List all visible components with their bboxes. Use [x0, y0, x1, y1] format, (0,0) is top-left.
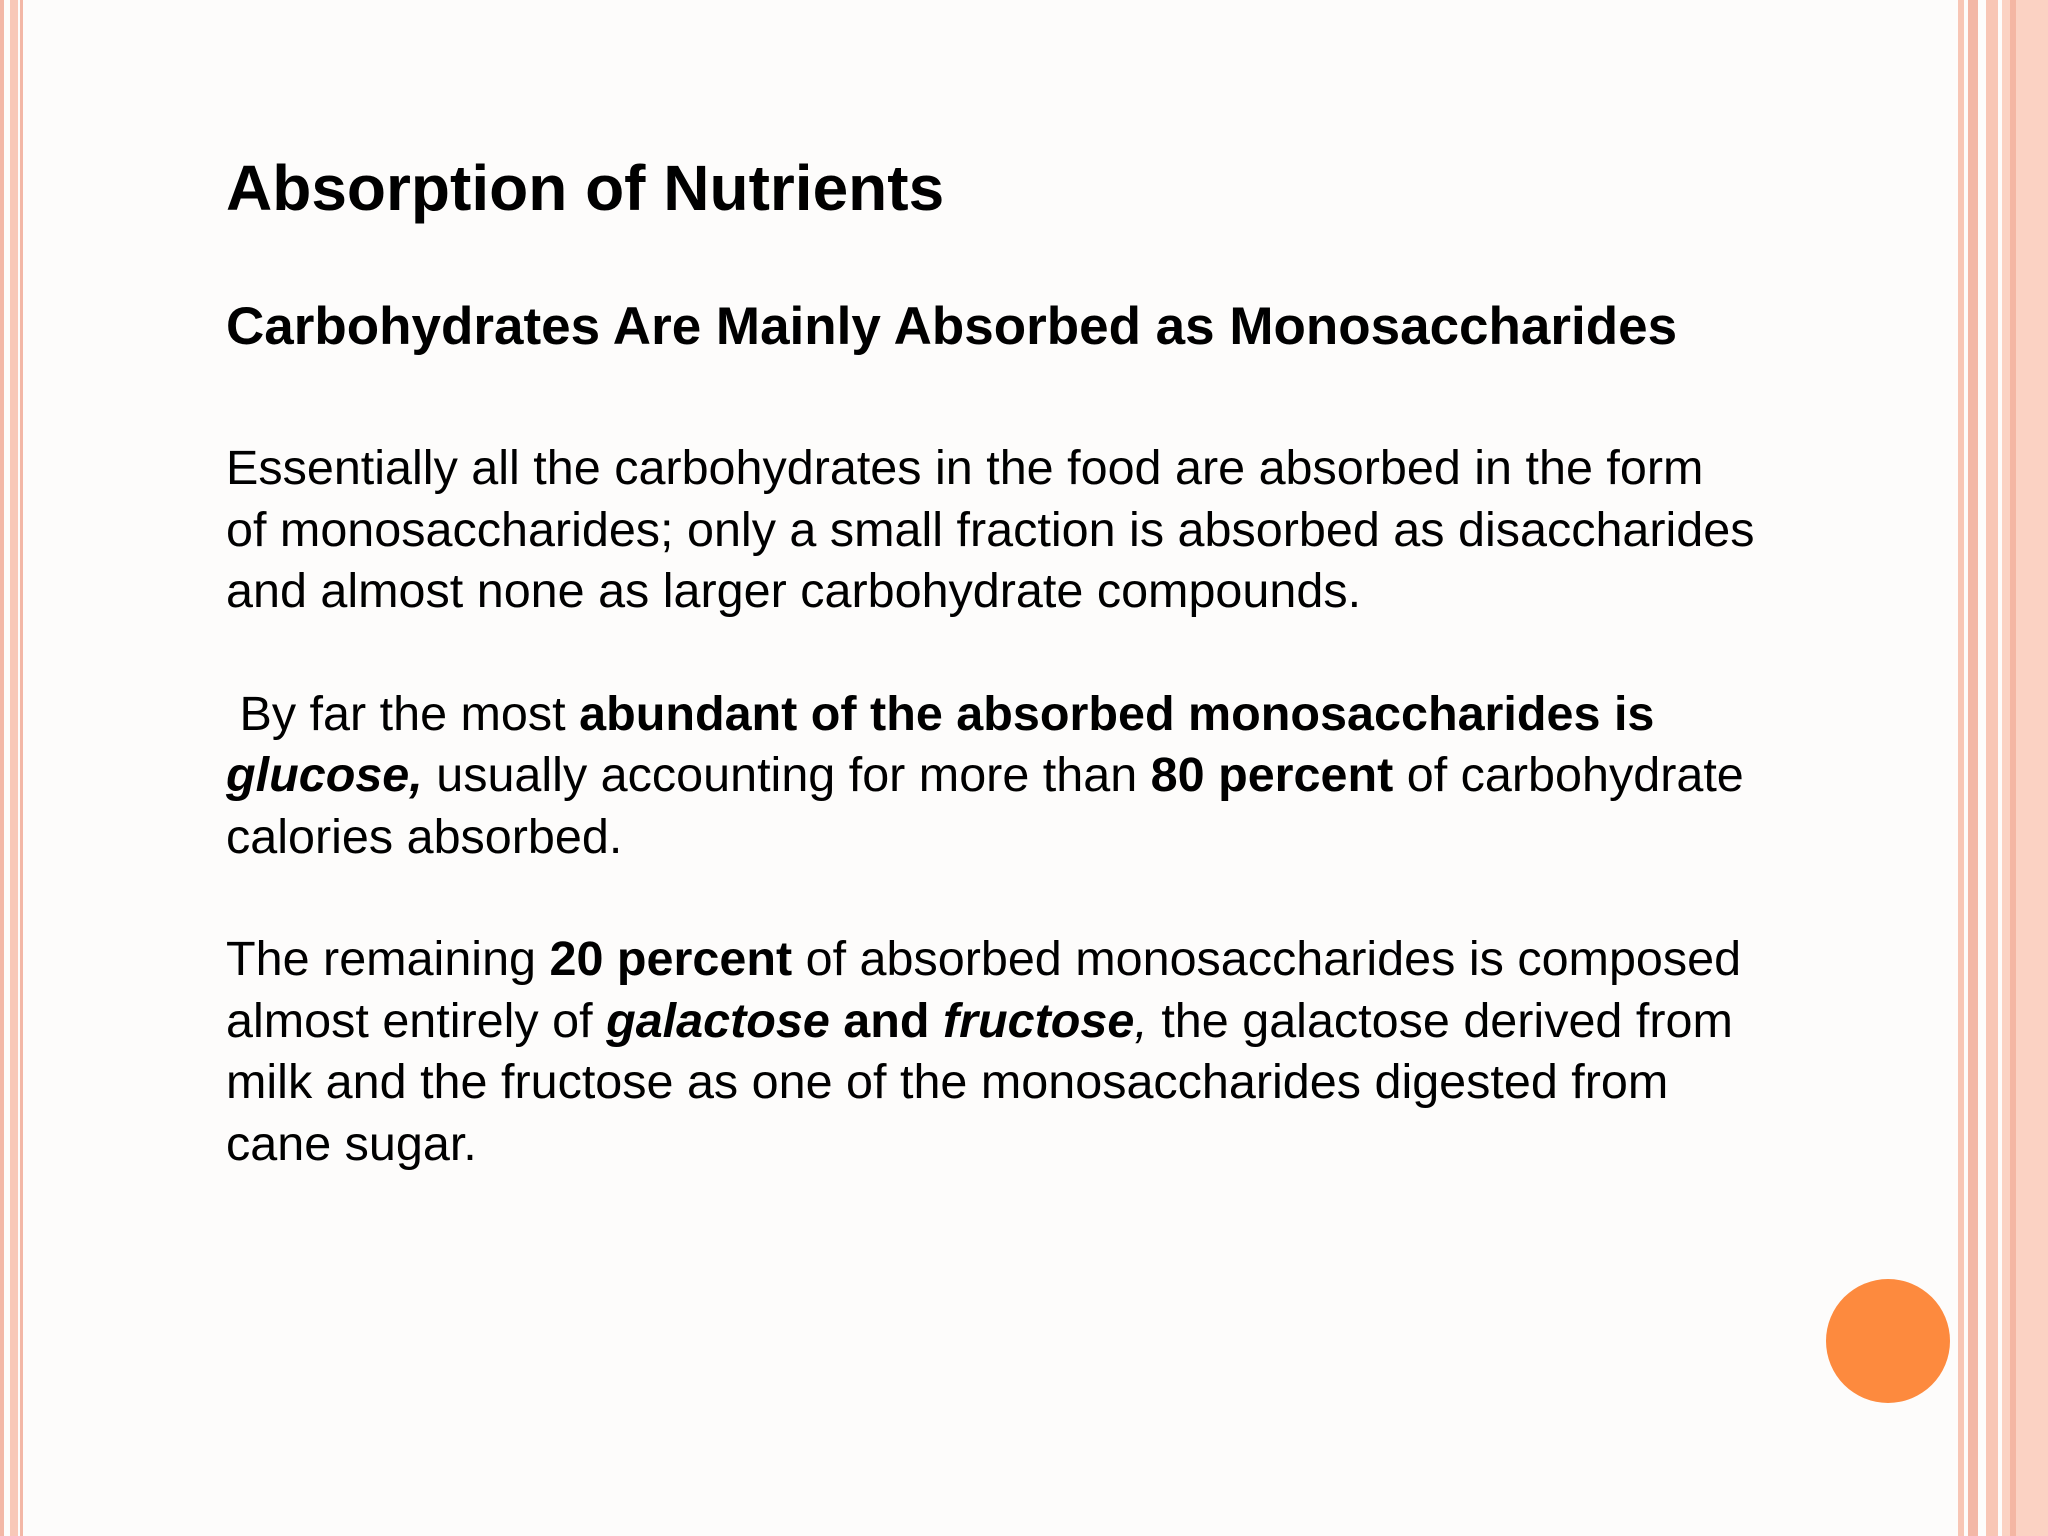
- right-border-stripe: [1986, 0, 1998, 1536]
- text-run: calories absorbed.: [226, 809, 623, 864]
- right-border-stripe: [1968, 0, 1978, 1536]
- text-line: of monosaccharides; only a small fraction is absorbed as disaccharides: [226, 502, 1755, 557]
- slide-title: Absorption of Nutrients: [226, 152, 945, 224]
- slide-subtitle: Carbohydrates Are Mainly Absorbed as Monosaccharides: [226, 296, 1678, 356]
- text-run: the galactose derived from: [1147, 993, 1733, 1048]
- left-border-stripe: [10, 0, 18, 1536]
- bold-text: 80 percent: [1150, 748, 1394, 803]
- italic-comma: ,: [1134, 993, 1148, 1048]
- text-line: and almost none as larger carbohydrate compounds.: [226, 564, 1362, 619]
- paragraph-glucose: [226, 684, 1866, 869]
- text-run: of absorbed monosaccharides is composed: [792, 932, 1742, 987]
- text-line: Essentially all the carbohydrates in the food are absorbed in the form: [226, 441, 1704, 496]
- text-run: By far the most: [239, 686, 580, 741]
- term-glucose: glucose,: [226, 748, 423, 803]
- text-run: almost entirely of: [226, 993, 607, 1048]
- paragraph-absorption-form: [226, 438, 1866, 623]
- right-border-stripe: [2002, 0, 2048, 1536]
- text-run: The remaining: [226, 932, 550, 987]
- right-border-stripe: [1958, 0, 1964, 1536]
- right-border-stripe: [2010, 0, 2016, 1536]
- bold-text: 20 percent: [549, 932, 793, 987]
- bold-text: and: [829, 993, 944, 1048]
- text-run: usually accounting for more than: [422, 748, 1151, 803]
- text-run: milk and the fructose as one of the monosaccharides digested from: [226, 1055, 1669, 1110]
- bold-text: abundant of the absorbed monosaccharides is: [579, 686, 1655, 741]
- text-run: cane sugar.: [226, 1116, 477, 1171]
- text-run: of carbohydrate: [1393, 748, 1744, 803]
- term-galactose: galactose: [606, 993, 830, 1048]
- term-fructose: fructose: [943, 993, 1135, 1048]
- slide-content: [226, 150, 1866, 1175]
- paragraph-galactose-fructose: [226, 929, 1866, 1175]
- orange-circle-decoration: [1826, 1279, 1950, 1403]
- left-border-stripe: [20, 0, 23, 1536]
- left-border-stripe: [0, 0, 4, 1536]
